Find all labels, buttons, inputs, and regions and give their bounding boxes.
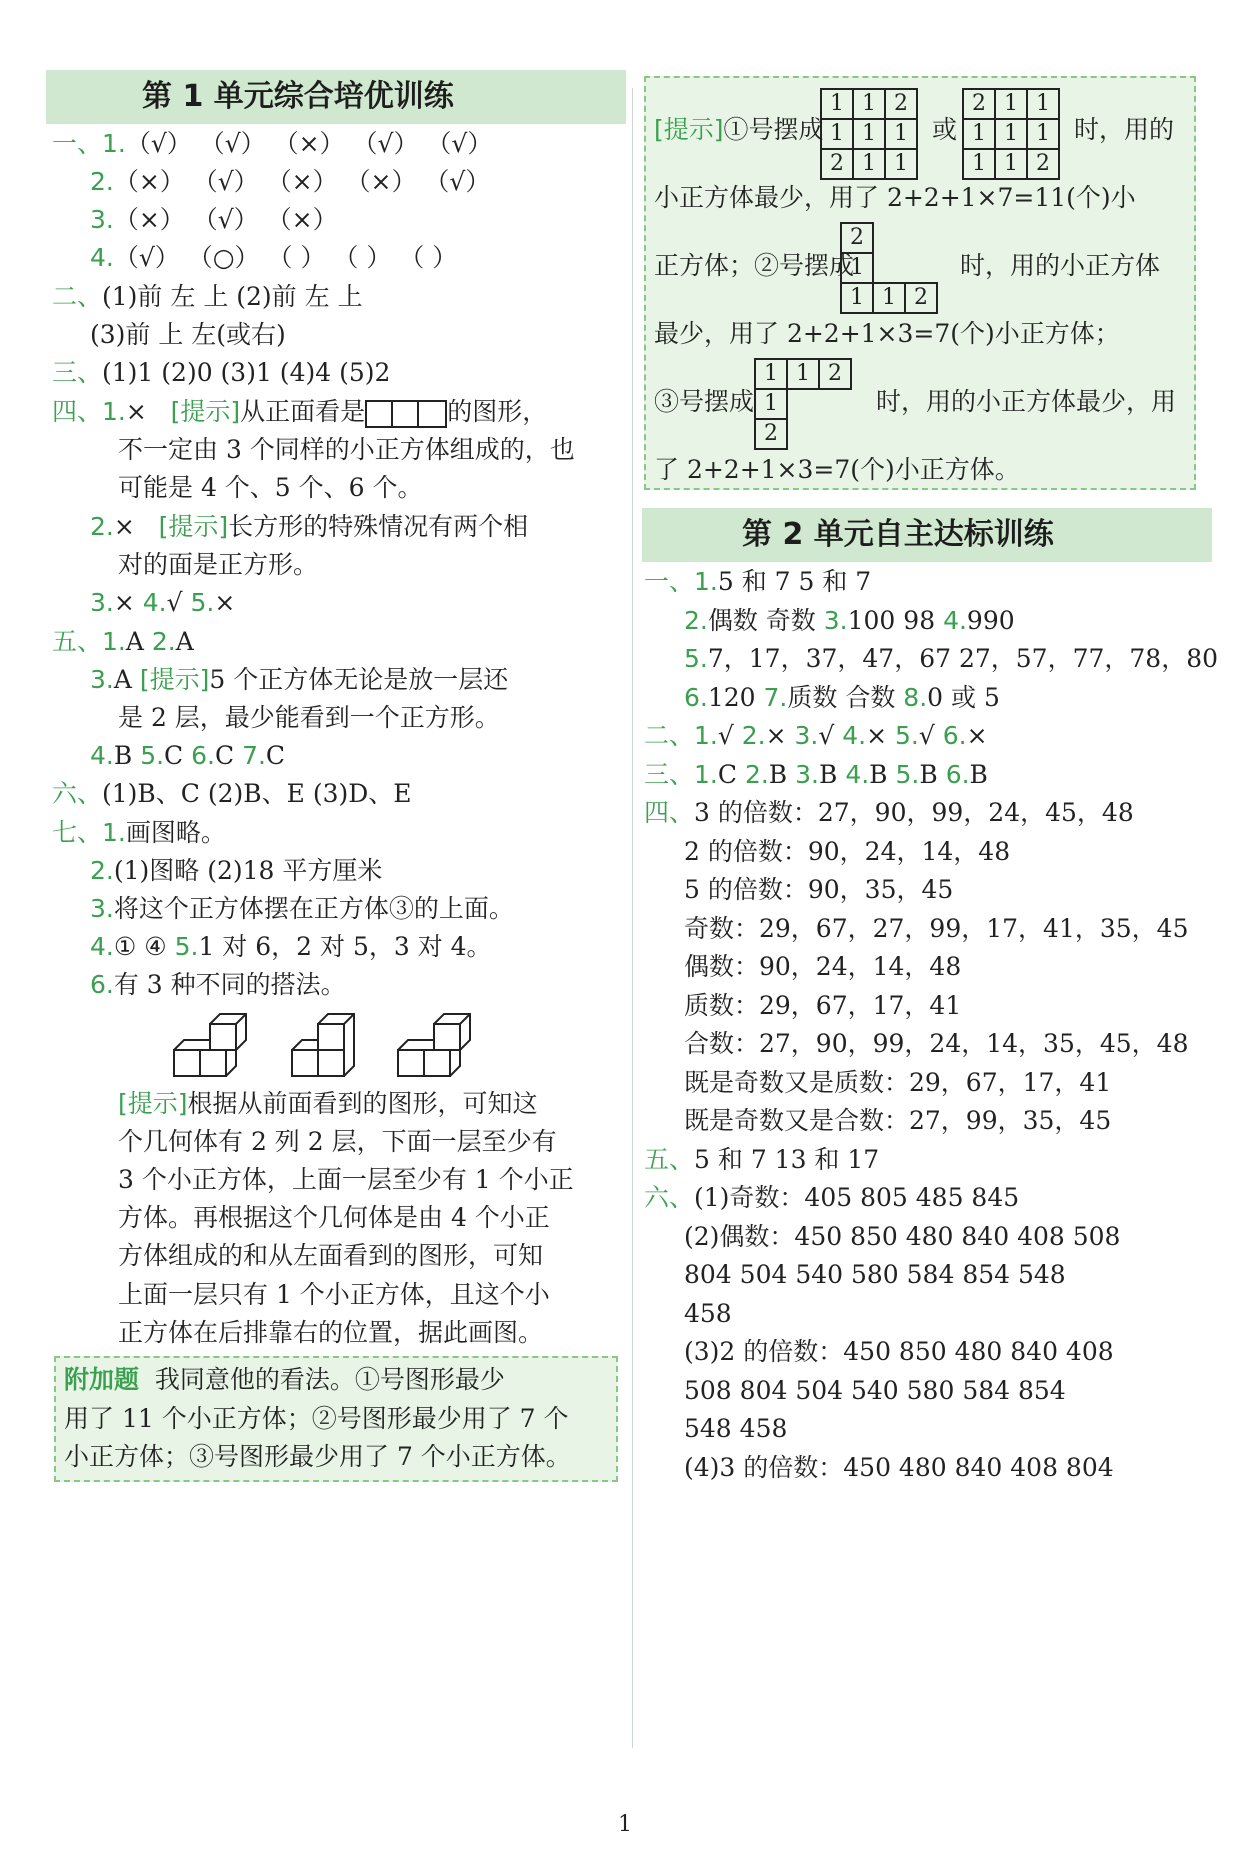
answer-line: 2.× [提示]长方形的特殊情况有两个相	[90, 512, 529, 541]
extra-label: 附加题	[64, 1365, 140, 1394]
hint-line: 方体组成的和从左面看到的图形，可知	[118, 1241, 544, 1270]
answer-line: 3.A [提示]5 个正方体无论是放一层还	[90, 665, 509, 694]
answer-line: 三、1.C 2.B 3.B 4.B 5.B 6.B	[644, 760, 988, 789]
grid-cell: 2	[885, 89, 917, 119]
grid-figure-2	[962, 88, 1060, 180]
grid-cell: 1	[995, 149, 1027, 179]
hint-line: 3 个小正方体，上面一层至少有 1 个小正	[118, 1165, 574, 1194]
answer-line: 2.偶数 奇数 3.100 98 4.990	[684, 606, 1015, 635]
grid-cell: 1	[853, 89, 885, 119]
grid-cell	[819, 419, 851, 449]
hint-line: 个几何体有 2 列 2 层，下面一层至少有	[118, 1127, 557, 1156]
answer-line: 偶数：90，24，14，48	[684, 952, 962, 981]
grid-cell: 1	[821, 89, 853, 119]
answer-line: 5.7，17，37，47，67 27，57，77，78，80	[684, 644, 1219, 673]
answer-line: 4.B 5.C 6.C 7.C	[90, 741, 286, 770]
answer-line: 二、(1)前 左 上 (2)前 左 上	[52, 282, 363, 311]
hint-line: 了 2+2+1×3=7(个)小正方体。	[654, 455, 1020, 484]
answer-line: 548 458	[684, 1414, 788, 1443]
answer-line: 可能是 4 个、5 个、6 个。	[118, 473, 423, 502]
grid-cell: 1	[995, 89, 1027, 119]
hint-line: 上面一层只有 1 个小正方体，且这个小	[118, 1280, 550, 1309]
grid-cell: 1	[841, 283, 873, 313]
grid-cell	[873, 253, 905, 283]
answer-line: 3.× 4.√ 5.×	[90, 588, 236, 617]
answer-line: 3.（×） （√） （×）	[90, 205, 338, 234]
answer-line: (2)偶数：450 850 480 840 408 508	[684, 1222, 1121, 1251]
grid-cell	[905, 223, 937, 253]
grid-cell: 1	[1027, 119, 1059, 149]
grid-figure-4	[754, 358, 852, 450]
answer-line: 五、1.A 2.A	[52, 627, 194, 656]
grid-cell	[787, 419, 819, 449]
extra-line: 用了 11 个小正方体；②号图形最少用了 7 个	[64, 1404, 569, 1433]
answer-line: 六、(1)奇数：405 805 485 845	[644, 1183, 1020, 1212]
hint-line: 正方体；②号摆成	[654, 251, 855, 280]
hint-line: 时，用的小正方体最少，用	[876, 387, 1177, 416]
hint-line: 最少，用了 2+2+1×3=7(个)小正方体；	[654, 319, 1120, 348]
answer-line: 五、5 和 7 13 和 17	[644, 1145, 880, 1174]
grid-cell: 1	[853, 149, 885, 179]
grid-cell	[787, 389, 819, 419]
answer-line: 合数：27，90，99，24，14，35，45，48	[684, 1029, 1189, 1058]
extra-line: 附加题 我同意他的看法。①号图形最少	[64, 1365, 505, 1394]
answer-line: 4.（√） （○） （ ） （ ） （ ）	[90, 243, 458, 272]
grid-cell: 2	[841, 223, 873, 253]
answer-line: 一、1.5 和 7 5 和 7	[644, 567, 872, 596]
hint-line: 时，用的	[1074, 115, 1175, 144]
grid-cell: 1	[963, 119, 995, 149]
three-square-shape	[365, 400, 447, 428]
grid-cell	[873, 223, 905, 253]
answer-line: 四、3 的倍数：27，90，99，24，45，48	[644, 798, 1134, 827]
hint-line: [提示]①号摆成	[654, 115, 824, 144]
answer-line: 对的面是正方形。	[118, 550, 319, 579]
extra-line: 小正方体；③号图形最少用了 7 个小正方体。	[64, 1442, 571, 1471]
column-divider	[632, 88, 633, 1748]
answer-line: 508 804 504 540 580 584 854	[684, 1376, 1066, 1405]
answer-line: 四、1.× [提示]从正面看是 的图形，	[52, 397, 548, 426]
answer-line: (4)3 的倍数：450 480 840 408 804	[684, 1453, 1114, 1482]
answer-line: 六、(1)B、C (2)B、E (3)D、E	[52, 779, 412, 808]
answer-line: 既是奇数又是质数：29，67，17，41	[684, 1068, 1112, 1097]
answer-line: 奇数：29，67，27，99，17，41，35，45	[684, 914, 1189, 943]
grid-figure-1	[820, 88, 918, 180]
hint-line: [提示]根据从前面看到的图形，可知这	[118, 1089, 538, 1118]
answer-line: 二、1.√ 2.× 3.√ 4.× 5.√ 6.×	[644, 721, 988, 750]
grid-cell: 1	[787, 359, 819, 389]
answer-line: 既是奇数又是合数：27，99，35，45	[684, 1106, 1112, 1135]
grid-cell: 1	[755, 389, 787, 419]
answer-line: 804 504 540 580 584 854 548	[684, 1260, 1066, 1289]
cube-arrangement-1	[172, 1010, 252, 1086]
grid-cell	[819, 389, 851, 419]
answer-line: 5 的倍数：90，35，45	[684, 875, 954, 904]
page-number: 1	[618, 1812, 632, 1837]
hint-line: 正方体在后排靠右的位置，据此画图。	[118, 1318, 544, 1347]
cube-arrangement-2	[290, 1010, 370, 1086]
hint-line: 小正方体最少，用了 2+2+1×7=11(个)小	[654, 183, 1136, 212]
answer-line: 6.120 7.质数 合数 8.0 或 5	[684, 683, 1000, 712]
grid-cell: 1	[885, 119, 917, 149]
cube-arrangement-3	[396, 1010, 476, 1086]
answer-line: 一、1.（√） （√） （×） （√） （√）	[52, 129, 493, 158]
answer-line: (3)2 的倍数：450 850 480 840 408	[684, 1337, 1114, 1366]
grid-cell: 1	[821, 119, 853, 149]
answer-line: 质数：29，67，17，41	[684, 991, 962, 1020]
answer-line: 2 的倍数：90，24，14，48	[684, 837, 1011, 866]
grid-cell: 2	[819, 359, 851, 389]
answer-line: (3)前 上 左(或右)	[90, 320, 286, 349]
grid-cell: 1	[873, 283, 905, 313]
unit1-title: 第 1 单元综合培优训练	[46, 70, 626, 124]
answer-line: 不一定由 3 个同样的小正方体组成的，也	[118, 435, 575, 464]
answer-line: 是 2 层，最少能看到一个正方形。	[118, 703, 500, 732]
hint-line: ③号摆成	[654, 387, 755, 416]
answer-line: 七、1.画图略。	[52, 818, 226, 847]
hint-line: 时，用的小正方体	[960, 251, 1161, 280]
grid-cell	[905, 253, 937, 283]
answer-line: 6.有 3 种不同的搭法。	[90, 970, 346, 999]
grid-cell: 2	[1027, 149, 1059, 179]
grid-cell: 1	[1027, 89, 1059, 119]
grid-cell: 1	[885, 149, 917, 179]
answer-line: 2.（×） （√） （×） （×） （√）	[90, 167, 491, 196]
answer-line: 458	[684, 1299, 732, 1328]
grid-cell: 1	[995, 119, 1027, 149]
grid-cell: 2	[755, 419, 787, 449]
grid-cell: 2	[963, 89, 995, 119]
answer-line: 三、(1)1 (2)0 (3)1 (4)4 (5)2	[52, 358, 391, 387]
grid-cell: 1	[755, 359, 787, 389]
answer-line: 2.(1)图略 (2)18 平方厘米	[90, 856, 383, 885]
answer-line: 4.① ④ 5.1 对 6，2 对 5，3 对 4。	[90, 932, 492, 961]
hint-line: 方体。再根据这个几何体是由 4 个小正	[118, 1203, 550, 1232]
unit2-title: 第 2 单元自主达标训练	[642, 508, 1212, 562]
grid-cell: 1	[853, 119, 885, 149]
grid-cell: 1	[963, 149, 995, 179]
grid-cell: 2	[905, 283, 937, 313]
grid-cell: 2	[821, 149, 853, 179]
answer-line: 3.将这个正方体摆在正方体③的上面。	[90, 894, 514, 923]
hint-line: 或	[932, 115, 958, 144]
grid-figure-3	[840, 222, 938, 314]
grid-cell: 1	[841, 253, 873, 283]
